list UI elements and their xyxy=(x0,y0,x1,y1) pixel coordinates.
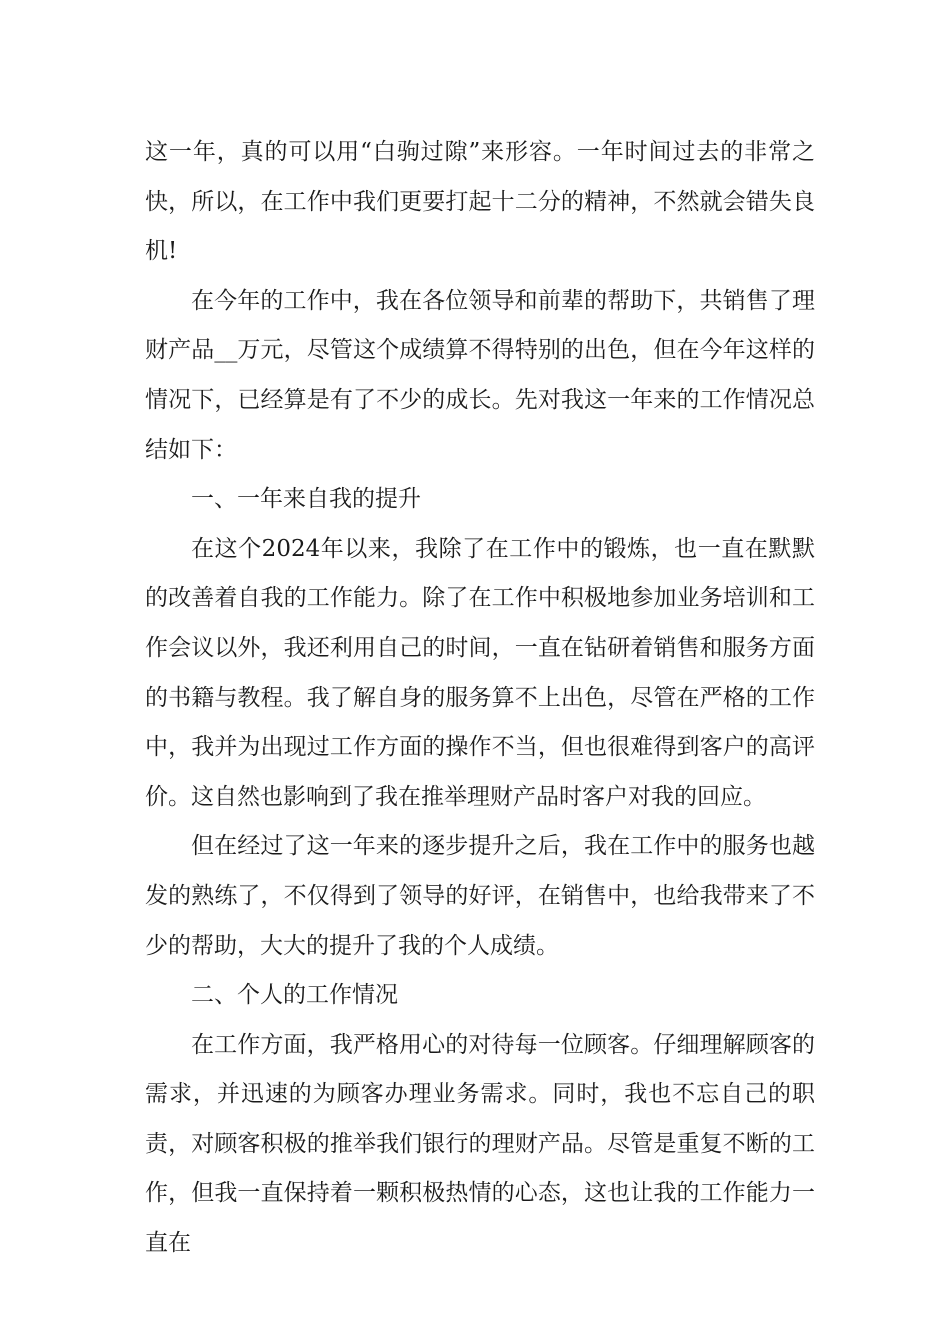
paragraph-self-improvement: 在这个2024年以来，我除了在工作中的锻炼，也一直在默默的改善着自我的工作能力。除了在工作中积极地参加业务培训和工作会议以外，我还利用自己的时间，一直在钻研着销售和服务方面的书籍与教程。我了解自身的服务算不上出色，尽管在严格的工作中，我并为出现过工作方面的操作不当，但也很难得到客户的高评价。这自然也影响到了我在推举理财产品时客户对我的回应。 xyxy=(145,535,815,810)
paragraph-work-situation: 在工作方面，我严格用心的对待每一位顾客。仔细理解顾客的需求，并迅速的为顾客办理业务需求。同时，我也不忘自己的职责，对顾客积极的推举我们银行的理财产品。尽管是重复不断的工作，但我一直保持着一颗积极热情的心态，这也让我的工作能力一直在 xyxy=(145,1031,815,1257)
paragraph-intro: 这一年，真的可以用“白驹过隙”来形容。一年时间过去的非常之快，所以，在工作中我们更要打起十二分的精神，不然就会错失良机! xyxy=(145,139,815,265)
paragraph-progress: 但在经过了这一年来的逐步提升之后，我在工作中的服务也越发的熟练了，不仅得到了领导的好评，在销售中，也给我带来了不少的帮助，大大的提升了我的个人成绩。 xyxy=(145,833,815,959)
section-heading-self-improvement: 一、一年来自我的提升 xyxy=(191,486,421,513)
section-heading-work-situation: 二、个人的工作情况 xyxy=(191,982,398,1009)
paragraph-sales-summary: 在今年的工作中，我在各位领导和前辈的帮助下，共销售了理财产品__万元，尽管这个成绩算不得特别的出色，但在今年这样的情况下，已经算是有了不少的成长。先对我这一年来的工作情况总结如下： xyxy=(145,287,815,463)
document-body xyxy=(145,128,815,1269)
